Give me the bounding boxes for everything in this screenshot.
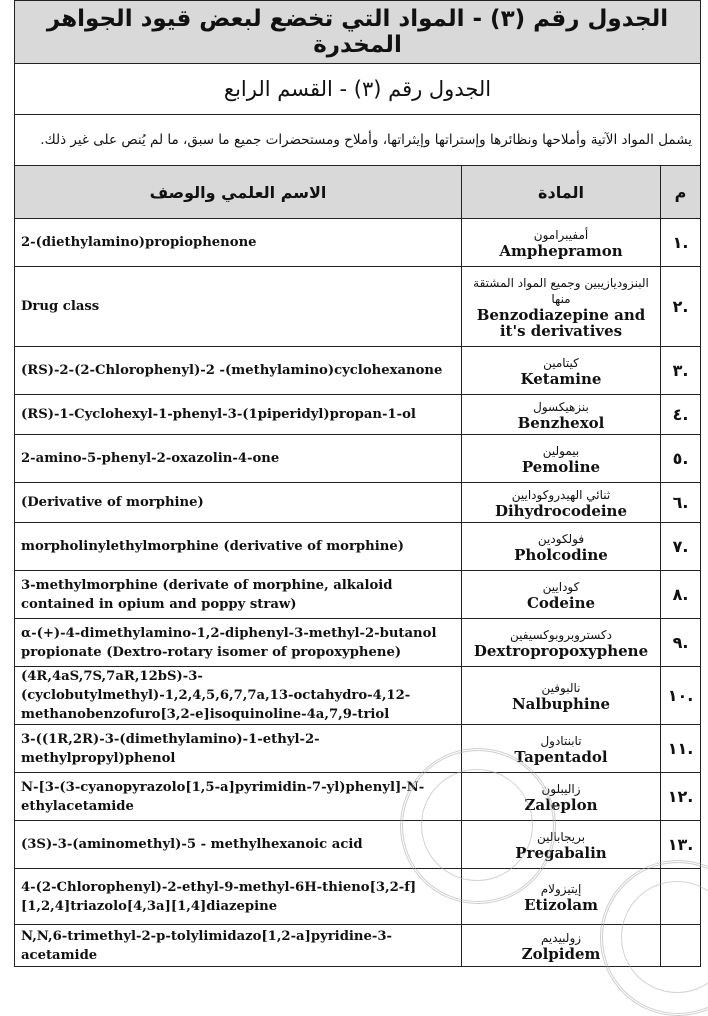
substance-name-arabic: بيمولين: [542, 443, 580, 458]
substance-name-arabic: ثنائي الهيدروكودايين: [511, 487, 611, 502]
table-row: [15, 219, 701, 267]
header-description: الاسم العلمي والوصف: [15, 166, 462, 219]
row-number-cell: .١٣: [661, 821, 701, 869]
substance-cell: [462, 773, 661, 821]
substance-name-english: Nalbuphine: [511, 694, 611, 713]
scientific-name-cell: N,N,6-trimethyl-2-p-tolylimidazo[1,2-a]pyridine-3-acetamide: [15, 925, 462, 967]
row-number-cell: .١١: [661, 725, 701, 773]
substance-cell: [462, 267, 661, 347]
row-number-cell: .٩: [661, 619, 701, 667]
column-header-row: [15, 166, 701, 219]
scientific-name-cell: (RS)-2-(2-Chlorophenyl)-2 -(methylamino)cyclohexanone: [15, 347, 462, 395]
substance-cell: [462, 725, 661, 773]
header-number: م: [661, 166, 701, 219]
substance-name-english: Pemoline: [521, 457, 601, 476]
row-number-cell: .٦: [661, 483, 701, 523]
scientific-name-cell: Drug class: [15, 267, 462, 347]
substance-cell: [462, 219, 661, 267]
row-number-cell: .١٢: [661, 773, 701, 821]
table-row: [15, 619, 701, 667]
row-number-cell: [661, 869, 701, 925]
substance-name-english: Benzhexol: [517, 413, 605, 432]
row-number-cell: .٤: [661, 395, 701, 435]
scientific-name-cell: N-[3-(3-cyanopyrazolo[1,5-a]pyrimidin-7-yl)phenyl]-N-ethylacetamide: [15, 773, 462, 821]
substance-cell: [462, 869, 661, 925]
scope-row: [15, 115, 701, 166]
scientific-name-cell: 3-((1R,2R)-3-(dimethylamino)-1-ethyl-2-methylpropyl)phenol: [15, 725, 462, 773]
substance-cell: [462, 395, 661, 435]
substance-cell: [462, 347, 661, 395]
substance-name-english: Dextropropoxyphene: [473, 641, 649, 660]
scientific-name-cell: morpholinylethylmorphine (derivative of morphine): [15, 523, 462, 571]
substance-name-arabic: بريجابالين: [536, 829, 586, 844]
substance-name-english: Zaleplon: [524, 795, 598, 814]
subtitle-row: [15, 64, 701, 115]
row-number-cell: [661, 925, 701, 967]
row-number-cell: .٧: [661, 523, 701, 571]
table-row: [15, 869, 701, 925]
table-row: [15, 483, 701, 523]
scientific-name-cell: (3S)-3-(aminomethyl)-5 - methylhexanoic acid: [15, 821, 462, 869]
substance-name-english: Ketamine: [520, 369, 602, 388]
scientific-name-cell: 3-methylmorphine (derivate of morphine, alkaloid contained in opium and poppy straw): [15, 571, 462, 619]
scientific-name-cell: (4R,4aS,7S,7aR,12bS)-3-(cyclobutylmethyl)-1,2,4,5,6,7,7a,13-octahydro-4,12-methanobenzofuro[3,2-e]isoquinoline-4a,7,9-triol: [15, 667, 462, 725]
table-row: [15, 821, 701, 869]
row-number-cell: .١: [661, 219, 701, 267]
table-row: [15, 667, 701, 725]
header-substance: المادة: [462, 166, 661, 219]
row-number-cell: .٥: [661, 435, 701, 483]
row-number-cell: .٣: [661, 347, 701, 395]
schedule-table: [14, 0, 701, 967]
substance-name-english: Tapentadol: [514, 747, 608, 766]
scope-note: يشمل المواد الآتية وأملاحها ونظائرها وإستراتها وإيثراتها، وأملاح ومستحضرات جميع ما سبق، ما لم يُنص على غير ذلك.: [15, 115, 701, 166]
substance-name-arabic: البنزوديازيبين وجميع المواد المشتقة منها: [473, 275, 649, 306]
substance-cell: [462, 483, 661, 523]
table-title: الجدول رقم (٣) - المواد التي تخضع لبعض قيود الجواهر المخدرة: [15, 1, 701, 64]
substance-name-english: Pregabalin: [515, 843, 607, 862]
substance-name-english: Etizolam: [524, 895, 598, 914]
substance-cell: [462, 571, 661, 619]
scientific-name-cell: (RS)-1-Cyclohexyl-1-phenyl-3-(1piperidyl)propan-1-ol: [15, 395, 462, 435]
substance-cell: [462, 435, 661, 483]
substance-cell: [462, 523, 661, 571]
scientific-name-cell: 2-(diethylamino)propiophenone: [15, 219, 462, 267]
substance-name-arabic: كودايين: [542, 579, 580, 594]
table-row: [15, 773, 701, 821]
substance-name-arabic: زولبيديم: [540, 930, 582, 945]
table-row: [15, 347, 701, 395]
scientific-name-cell: 4-(2-Chlorophenyl)-2-ethyl-9-methyl-6H-thieno[3,2-f][1,2,4]triazolo[4,3a][1,4]diazepine: [15, 869, 462, 925]
substance-cell: [462, 619, 661, 667]
table-row: [15, 925, 701, 967]
substance-name-english: Pholcodine: [514, 545, 608, 564]
substance-name-arabic: تابنتادول: [540, 733, 582, 748]
substance-name-arabic: زاليبلون: [541, 781, 581, 796]
substance-name-english: Amphepramon: [499, 241, 623, 260]
row-number-cell: .١٠: [661, 667, 701, 725]
substance-name-arabic: بنزهيكسول: [533, 399, 589, 414]
table-row: [15, 267, 701, 347]
substance-name-english: Codeine: [526, 593, 596, 612]
table-row: [15, 523, 701, 571]
section-subtitle: الجدول رقم (٣) - القسم الرابع: [15, 64, 701, 115]
table-row: [15, 435, 701, 483]
substance-name-english: Dihydrocodeine: [494, 501, 628, 520]
title-row: [15, 1, 701, 64]
substance-name-arabic: دكستروبروبوكسيفين: [510, 627, 612, 642]
table-row: [15, 395, 701, 435]
row-number-cell: .٨: [661, 571, 701, 619]
scientific-name-cell: 2-amino-5-phenyl-2-oxazolin-4-one: [15, 435, 462, 483]
substance-cell: [462, 821, 661, 869]
substance-name-arabic: نالبوفين: [541, 680, 581, 695]
table-row: [15, 571, 701, 619]
substance-name-arabic: إيتيزولام: [540, 881, 582, 896]
substance-cell: [462, 925, 661, 967]
scientific-name-cell: (Derivative of morphine): [15, 483, 462, 523]
table-row: [15, 725, 701, 773]
substance-name-english: Benzodiazepine and it's derivatives: [476, 305, 646, 340]
substance-name-arabic: كيتامين: [543, 355, 579, 370]
row-number-cell: .٢: [661, 267, 701, 347]
substance-cell: [462, 667, 661, 725]
substance-name-arabic: أمفيبرامون: [533, 227, 589, 242]
substance-name-english: Zolpidem: [521, 944, 601, 963]
scientific-name-cell: α-(+)-4-dimethylamino-1,2-diphenyl-3-methyl-2-butanol propionate (Dextro-rotary isomer of propoxyphene): [15, 619, 462, 667]
substance-name-arabic: فولكودين: [537, 531, 585, 546]
